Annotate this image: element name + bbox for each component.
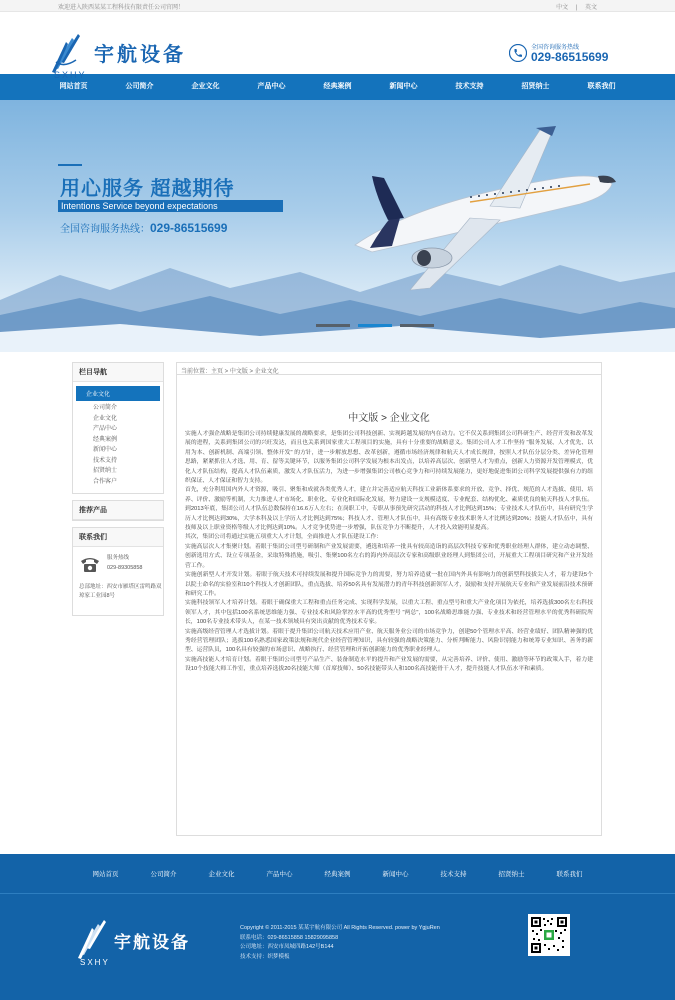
footer-nav-contact[interactable]: 联系我们 <box>556 871 583 878</box>
banner-slogan: 用心服务 超越期待 <box>60 178 235 200</box>
hotline-number: 029-86515699 <box>531 50 609 64</box>
logo-sub-text: SXHY <box>54 70 87 80</box>
rocket-logo-icon <box>76 918 112 962</box>
lang-cn-link[interactable]: 中文 <box>556 5 569 11</box>
category-nav-box <box>72 362 164 494</box>
welcome-text: 欢迎进入陕西某某工程科技有限责任公司官网！ <box>58 5 185 11</box>
nav-home[interactable]: 网站首页 <box>59 83 88 90</box>
nav-about[interactable]: 公司简介 <box>125 83 154 90</box>
contact-title: 联系我们 <box>73 528 163 547</box>
slogan-accent-bar <box>58 164 82 166</box>
contact-box <box>72 527 164 616</box>
lang-separator: | <box>575 5 578 11</box>
qr-code-icon <box>531 917 567 953</box>
banner-hotline <box>60 220 227 235</box>
article-panel <box>176 362 602 836</box>
contact-address: 总部地址：西安市雁塔区雷鸣路双琼家工业园8号 <box>79 584 162 599</box>
footer-phone: 联系电话：029-86515858 15829095858 <box>240 934 339 941</box>
banner-hotline-label: 全国咨询服务热线： <box>60 224 150 235</box>
footer-nav <box>0 854 675 894</box>
sidebar <box>72 362 164 622</box>
category-active-item[interactable]: 企业文化 <box>76 386 160 401</box>
article-paragraph: 其次，集团公司将通过实施五项重大人才计划，全面推进人才队伍建设工作： <box>185 534 383 541</box>
nav-contact[interactable]: 联系我们 <box>587 83 616 90</box>
footer-nav-support[interactable]: 技术支持 <box>440 871 467 878</box>
nav-jobs[interactable]: 招贤纳士 <box>521 83 550 90</box>
category-item-partners[interactable]: 合作客户 <box>93 478 118 485</box>
hero-banner[interactable] <box>0 100 675 352</box>
footer-nav-products[interactable]: 产品中心 <box>266 871 293 878</box>
article-paragraph: 实施创新型人才开发计划。着眼于航天技术可持续发展和提升国际竞争力的需要，努力培养造就一批在国内外具有影响力的创新型科技拔尖人才，着力建设5个以院士命名的实验室和10个科技人才创新团队，重点选拔、培养50名具有发展潜力的青年科技创新领军人才，鼓励和支持开展航天专业和产业发展前沿技术预研和研究工作。 <box>185 572 593 597</box>
topbar <box>0 0 675 12</box>
article-title: 中文版 > 企业文化 <box>348 413 430 424</box>
footer-logo[interactable] <box>76 914 216 974</box>
footer-support: 技术支持：织梦模板 <box>240 953 290 960</box>
article-body <box>177 424 601 675</box>
article-paragraph: 首先，充分利用国内外人才资源，吸引、聚集和成就各类优秀人才，建立并完善适应航天科技工业新体系要求的开放、竞争、择优、规范的人才选拔、使用、培养、评价、激励等机制，大力推进人才市场化、职业化、专业化和国际化发展，努力建设一支规模适度、专业配套、结构优化、素质优良的航天科技人才队伍。到2013年底，集团公司人才队伍总数保持在16.6万人左右；在岗职工中，专职从事预先研究活动的科技人才比例达到15%；专业技术人才队伍中，具有研究生学历人才比例达到30%，大学本科及以上学历人才比例达到75%；科技人才、管理人才队伍中，具有高级专业技术职务人才比例达到20%；技能人才队伍中，具有技师及以上职业资格等级人才比例达到10%。人才竞争优势进一步增强，队伍竞争力不断提升，人才投入效能明显提高。 <box>185 487 593 532</box>
breadcrumb: 当前位置：主页 > 中文版 > 企业文化 <box>177 363 601 375</box>
nav-cases[interactable]: 经典案例 <box>323 83 352 90</box>
footer-copyright: Copyright © 2011-2015 某某宇航有限公司 All Rights Reserved. power by YgjuRen <box>240 925 440 931</box>
logo-brand-text: 宇航设备 <box>94 44 186 66</box>
category-list <box>73 403 163 493</box>
footer-nav-culture[interactable]: 企业文化 <box>208 871 235 878</box>
footer-info <box>240 924 440 962</box>
main-area <box>0 352 675 842</box>
footer-nav-cases[interactable]: 经典案例 <box>324 871 351 878</box>
recommend-box <box>72 500 164 521</box>
slide-dot-2[interactable] <box>358 324 392 327</box>
category-item-jobs[interactable]: 招贤纳士 <box>93 468 118 474</box>
nav-news[interactable]: 新闻中心 <box>389 83 418 90</box>
site-logo[interactable] <box>50 32 210 80</box>
slide-dot-3[interactable] <box>400 324 434 327</box>
category-item-about[interactable]: 公司简介 <box>93 405 118 411</box>
footer-logo-sub: SXHY <box>80 958 110 967</box>
hotline-label: 全国咨询服务热线 <box>531 45 580 51</box>
footer-nav-home[interactable]: 网站首页 <box>92 871 119 878</box>
contact-hotline-label: 服务热线 <box>107 555 130 561</box>
slide-dot-1[interactable] <box>316 324 350 327</box>
footer-address: 公司地址：西安市凤城四路142号B144 <box>240 944 334 951</box>
footer-nav-about[interactable]: 公司简介 <box>150 871 177 878</box>
category-item-culture[interactable]: 企业文化 <box>93 415 118 422</box>
nav-products[interactable]: 产品中心 <box>257 83 286 90</box>
article-paragraph: 实施科技领军人才培养计划。着眼于确保重大工程和重点任务完成、实现科学发展，以重大工程、重点型号和重大产业化项目为依托，培养选拔300名左右科技领军人才，其中包括100名系统思维能力强、专业技术和风险掌控水平高的优秀型号 "两总"，100名战略思维能力强、专业技术和经营管理水平的优秀科研院所长，100名专业技术带头人，在某一技术领域具有突出贡献的优秀技术专家。 <box>185 600 593 626</box>
article-paragraph: 实施人才强企战略是集团公司持续健康发展的战略要求，是集团公司科技创新、实现跨越发展的内在动力。它不仅关系到集团公司科研生产、经营开发和改革发展的进程，关系到集团公司的兴旺发达，而且也关系到国家重大工程项目的实施，具有十分重要的战略意义。集团公司人才工作坚持 "服务发展、人才优先、以用为本、创新机制、高端引领、整体开发" 的方针，进一步解放思想、改革创新，遵循市场经济规律和航天人才成长规律，按照人才队伍分层分类、差异化管理思路，紧紧抓住人才选、用、育、留等关键环节，以服务集团公司科学发展为根本出发点，以培养高层次、创新型人才为重点，创新人力资源开发管理模式，优化人才队伍结构，提高人才队伍素质，激发人才队伍活力，为进一步增强集团公司核心竞争力和可持续发展能力，更好地促进集团公司科学发展提供强有力的组织保证、人才保证和智力支持。 <box>185 431 593 485</box>
phone-icon <box>509 44 527 62</box>
footer-nav-jobs[interactable]: 招贤纳士 <box>498 871 525 878</box>
nav-culture[interactable]: 企业文化 <box>191 83 220 90</box>
category-item-cases[interactable]: 经典案例 <box>93 436 118 443</box>
language-switch <box>550 2 597 11</box>
footer <box>0 854 675 1000</box>
header <box>0 12 675 80</box>
banner-english-tagline: Intentions Service beyond expectations <box>58 200 283 212</box>
qr-code-image <box>528 914 570 956</box>
category-item-news[interactable]: 新闻中心 <box>93 447 118 453</box>
contact-hotline-number: 029-89305858 <box>107 565 143 571</box>
telephone-icon <box>79 555 101 573</box>
recommend-title: 推荐产品 <box>73 501 163 520</box>
article-paragraph: 实施高层次人才集聚计划。着眼于集团公司型号研制和产业发展需要，遴选和培养一批具有较高造诣的高层次科技专家和优秀职业经理人群体，建立动态调整、创新选用方式、设立专项基金，采取特殊措施，吸引、集聚100名左右的海内外高层次专家和高级职业经理人到集团公司，开展重大工程项目研究和产业开发经营工作。 <box>185 543 593 569</box>
header-hotline <box>509 40 629 70</box>
slider-indicators <box>316 324 434 327</box>
banner-hotline-number: 029-86515699 <box>150 221 228 235</box>
lang-en-link[interactable]: 英文 <box>584 5 597 11</box>
contact-info <box>73 547 163 615</box>
category-item-support[interactable]: 技术支持 <box>93 457 118 464</box>
category-item-products[interactable]: 产品中心 <box>93 426 118 432</box>
article-paragraph: 实施高级经营管理人才选拔计划。着眼于提升集团公司航天技术应用产业、航天服务业公司的市场竞争力，创建50个管理水平高、经营业绩好、团队精神强的优秀经营管理团队；选拔100名熟悉国家政策法规和现代企业经营管理知识，具有较强的战略决策能力、分析判断能力、风险识别能力和统筹专业知识、善务的新型、运营队员，100名具有较强的市场意识、战略执行、经营管理和开拓创新能力的优秀职业经理人。 <box>185 628 593 654</box>
footer-logo-brand: 宇航设备 <box>114 933 190 952</box>
nav-support[interactable]: 技术支持 <box>455 83 484 90</box>
footer-nav-news[interactable]: 新闻中心 <box>382 871 409 878</box>
article-paragraph: 实施高技能人才培育计划。着眼于集团公司型号产品生产、装备制造水平的提升和产业发展的需要，从完善培养、评价、使用、激励等环节的政策入手，着力建设10个技能大师工作室，重点培养选拔20名技能大师（首席技师）、50名技能带头人和100名高技能骨干人才，提升技能人才队伍水平和素质。 <box>185 656 593 673</box>
category-nav-title: 栏目导航 <box>73 363 163 382</box>
